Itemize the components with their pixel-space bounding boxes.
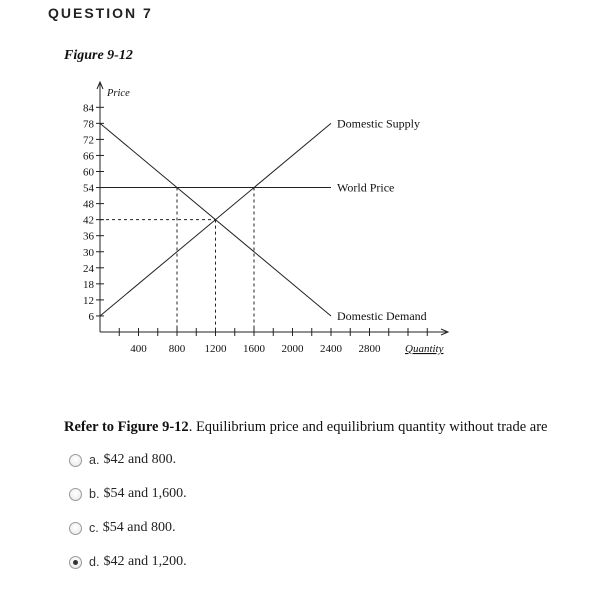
radio-button-d[interactable] [69,556,82,569]
domestic-demand-label: Domestic Demand [337,308,427,323]
option-c[interactable] [69,518,175,538]
x-tick-label: 2000 [281,343,304,355]
x-tick-label: 800 [168,343,186,355]
y-tick-label: 30 [83,246,94,259]
option-letter: d. [89,555,100,569]
x-axis-label: Quantity [405,343,444,355]
x-tick-label: 2400 [320,343,342,355]
option-text: $42 and 800. [103,452,177,467]
y-tick-label: 48 [83,198,94,211]
option-d[interactable] [69,552,187,572]
option-letter: b. [89,487,100,501]
option-letter: a. [89,453,100,467]
option-text: $54 and 1,600. [103,486,187,501]
y-tick-label: 54 [83,182,94,195]
y-tick-label: 6 [88,310,94,323]
radio-button-a[interactable] [69,454,82,467]
y-tick-label: 66 [83,150,94,163]
radio-button-b[interactable] [69,488,82,501]
option-a[interactable] [69,450,176,470]
option-b[interactable] [69,484,187,504]
option-text: $42 and 1,200. [103,554,187,569]
option-letter: c. [89,521,99,535]
question-heading: QUESTION 7 [48,5,153,21]
y-tick-label: 18 [83,278,94,291]
radio-button-c[interactable] [69,522,82,535]
question-prompt [64,419,547,436]
x-tick-label: 1600 [243,343,265,355]
y-tick-label: 12 [83,294,94,307]
y-tick-label: 84 [83,102,94,115]
y-tick-label: 78 [83,118,94,131]
option-text: $54 and 800. [102,520,176,535]
figure-reference: Refer to Figure 9-12 [64,419,189,435]
prompt-text: . Equilibrium price and equilibrium quantity without trade are [188,419,548,435]
y-tick-label: 36 [83,230,94,243]
x-tick-label: 1200 [204,343,227,355]
y-axis-label: Price [107,88,130,99]
y-tick-label: 60 [83,166,94,179]
x-tick-label: 400 [130,343,147,355]
domestic-supply-label: Domestic Supply [337,116,420,131]
y-tick-label: 72 [83,134,94,147]
figure-title: Figure 9-12 [64,48,133,63]
y-tick-label: 24 [83,262,94,275]
y-tick-label: 42 [83,214,94,227]
world-price-label: World Price [337,180,395,195]
x-tick-label: 2800 [358,343,381,355]
